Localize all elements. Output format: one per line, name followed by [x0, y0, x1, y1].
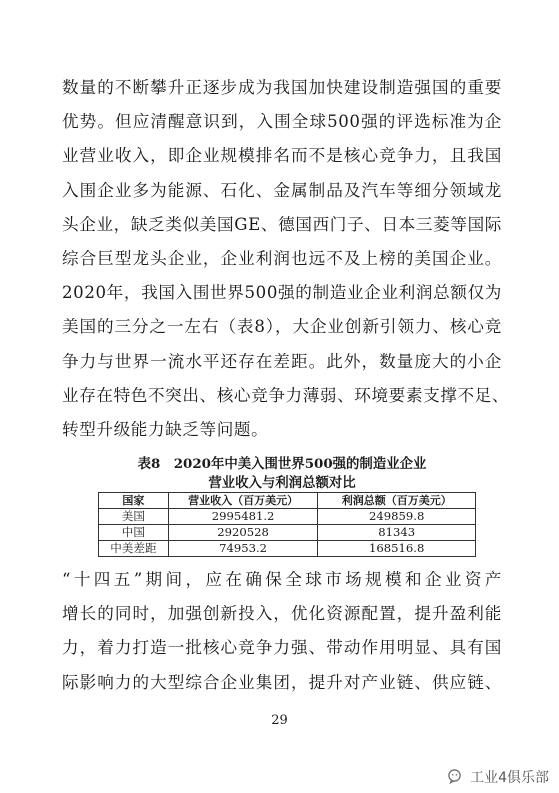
comparison-table: [98, 492, 476, 557]
table-row: [99, 509, 476, 525]
text-line: 2020年，我国入围世界500强的制造业企业利润总额仅为: [62, 283, 502, 303]
cell-revenue: 74953.2: [168, 541, 318, 557]
page-number: 29: [271, 713, 288, 728]
text-line: 数量的不断攀升正逐步成为我国加快建设制造强国的重要: [62, 78, 502, 97]
text-line: 增长的同时，加强创新投入，优化资源配置，提升盈利能: [62, 604, 502, 624]
cell-country: 中国: [99, 525, 169, 541]
text-line: “十四五”期间，应在确保全球市场规模和企业资产: [62, 570, 502, 589]
cell-revenue: 2995481.2: [168, 509, 318, 525]
cell-country: 中美差距: [99, 541, 169, 557]
text-line: 头企业，缺乏类似美国GE、德国西门子、日本三菱等国际: [62, 214, 502, 234]
header-revenue: 营业收入（百万美元）: [168, 493, 318, 509]
header-country: 国家: [99, 493, 169, 509]
text-line: 争力与世界一流水平还存在差距。此外，数量庞大的小企: [62, 351, 502, 371]
table-row: [99, 525, 476, 541]
text-line: 优势。但应清醒意识到，入围全球500强的评选标准为企: [62, 112, 502, 132]
cell-revenue: 2920528: [168, 525, 318, 541]
text-line: 力，着力打造一批核心竞争力强、带动作用明显、具有国: [62, 638, 502, 658]
table-caption: [62, 455, 502, 493]
text-line: 业存在特色不突出、核心竞争力薄弱、环境要素支撑不足、: [62, 385, 510, 405]
cell-country: 美国: [99, 509, 169, 525]
table-caption-line-1: 表8 2020年中美入围世界500强的制造业企业: [137, 456, 427, 472]
body-paragraph-2: [62, 563, 502, 700]
body-paragraph-1: [62, 71, 510, 447]
cell-profit: 249859.8: [318, 509, 476, 525]
table-row: [99, 541, 476, 557]
watermark: [447, 767, 549, 787]
cell-profit: 168516.8: [318, 541, 476, 557]
text-line: 业营业收入，即企业规模排名而不是核心竞争力，且我国: [62, 146, 502, 166]
cell-profit: 81343: [318, 525, 476, 541]
text-line: 际影响力的大型综合企业集团，提升对产业链、供应链、: [62, 672, 502, 692]
wechat-icon: [447, 768, 465, 786]
table-caption-line-2: 营业收入与利润总额对比: [208, 475, 356, 491]
watermark-text: 工业4俱乐部: [470, 770, 549, 786]
text-line: 综合巨型龙头企业，企业利润也远不及上榜的美国企业。: [62, 249, 502, 269]
text-line: 转型升级能力缺乏等问题。: [62, 420, 269, 440]
header-profit: 利润总额（百万美元）: [318, 493, 476, 509]
text-line: 入围企业多为能源、石化、金属制品及汽车等细分领域龙: [62, 180, 502, 200]
text-line: 美国的三分之一左右（表8），大企业创新引领力、核心竞: [62, 317, 502, 337]
table-header-row: [99, 493, 476, 509]
